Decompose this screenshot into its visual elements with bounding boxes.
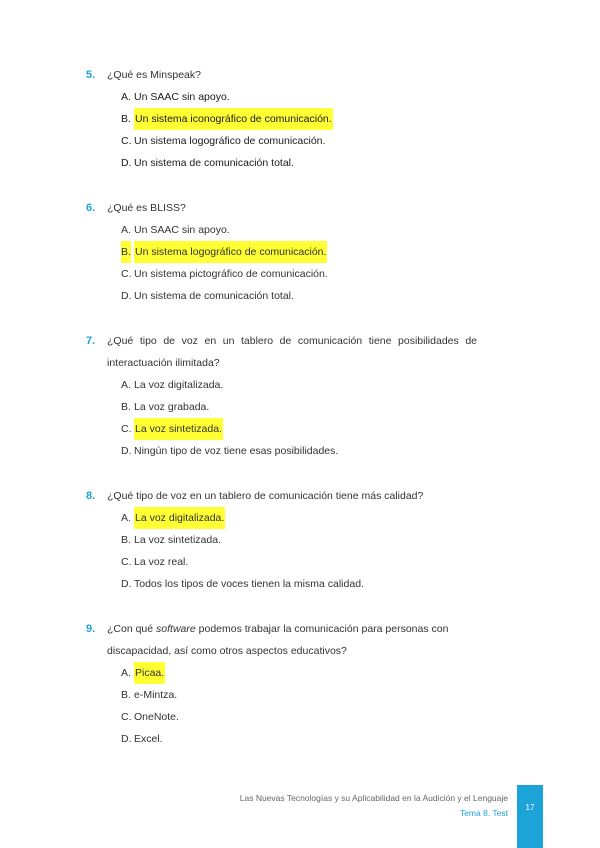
question-text-italic: software bbox=[156, 623, 196, 635]
option-text: Un sistema logográfico de comunicación. bbox=[134, 135, 326, 147]
option-text: Un sistema pictográfico de comunicación. bbox=[134, 268, 328, 280]
option-text: La voz digitalizada. bbox=[134, 379, 224, 391]
option-c bbox=[0, 418, 600, 440]
option-b bbox=[0, 108, 600, 130]
option-text: Un sistema de comunicación total. bbox=[134, 290, 294, 302]
question-number: 9. bbox=[86, 623, 96, 635]
question-number: 8. bbox=[86, 490, 96, 502]
option-letter: C. bbox=[121, 135, 132, 147]
option-c bbox=[0, 130, 600, 152]
page-number: 17 bbox=[525, 803, 535, 812]
option-text: La voz sintetizada. bbox=[134, 534, 221, 546]
question-header bbox=[0, 618, 600, 662]
option-letter: D. bbox=[121, 157, 132, 169]
option-letter: C. bbox=[121, 556, 132, 568]
question-text: ¿Qué tipo de voz en un tablero de comunicación tiene más calidad? bbox=[107, 490, 424, 502]
option-letter: B. bbox=[121, 113, 131, 125]
option-text: Un sistema de comunicación total. bbox=[134, 157, 294, 169]
option-text: Un SAAC sin apoyo. bbox=[134, 224, 230, 236]
option-letter: D. bbox=[121, 733, 132, 745]
option-d bbox=[0, 728, 600, 750]
question-text-part: podemos trabajar la comunicación para personas con discapacidad, así como otros aspectos educativos? bbox=[107, 623, 449, 657]
option-b bbox=[0, 684, 600, 706]
option-letter: A. bbox=[121, 667, 131, 679]
option-a bbox=[0, 507, 600, 529]
option-d bbox=[0, 440, 600, 462]
option-c bbox=[0, 551, 600, 573]
option-letter: C. bbox=[121, 711, 132, 723]
question-text: ¿Qué es BLISS? bbox=[107, 202, 186, 214]
question-8 bbox=[0, 485, 600, 595]
option-letter: A. bbox=[121, 224, 131, 236]
question-5 bbox=[0, 64, 600, 174]
question-number: 6. bbox=[86, 202, 96, 214]
question-text: ¿Qué es Minspeak? bbox=[107, 69, 201, 81]
option-c bbox=[0, 263, 600, 285]
option-text: Un SAAC sin apoyo. bbox=[134, 91, 230, 103]
option-text-highlighted: La voz sintetizada. bbox=[134, 418, 223, 440]
question-number: 7. bbox=[86, 335, 96, 347]
option-text: Todos los tipos de voces tienen la misma calidad. bbox=[134, 578, 364, 590]
option-letter: D. bbox=[121, 578, 132, 590]
question-9 bbox=[0, 618, 600, 750]
question-text-part: ¿Con qué bbox=[107, 623, 157, 635]
option-letter: A. bbox=[121, 91, 131, 103]
option-letter: C. bbox=[121, 268, 132, 280]
option-a bbox=[0, 219, 600, 241]
option-d bbox=[0, 285, 600, 307]
option-text: Ningún tipo de voz tiene esas posibilidades. bbox=[134, 445, 339, 457]
option-text-highlighted: Un sistema logográfico de comunicación. bbox=[134, 241, 327, 263]
footer-topic: Tema 8. Test bbox=[459, 808, 508, 818]
option-a bbox=[0, 86, 600, 108]
option-text: La voz real. bbox=[134, 556, 189, 568]
question-text bbox=[107, 618, 472, 662]
option-letter: A. bbox=[121, 379, 131, 391]
option-b bbox=[0, 241, 600, 263]
option-a bbox=[0, 662, 600, 684]
question-header bbox=[0, 330, 600, 374]
option-letter: B. bbox=[121, 241, 131, 263]
option-a bbox=[0, 374, 600, 396]
option-text-highlighted: La voz digitalizada. bbox=[134, 507, 225, 529]
option-b bbox=[0, 529, 600, 551]
question-6 bbox=[0, 197, 600, 307]
footer-course-title: Las Nuevas Tecnologías y su Aplicabilidad en la Audición y el Lenguaje bbox=[239, 793, 508, 803]
option-d bbox=[0, 573, 600, 595]
option-c bbox=[0, 706, 600, 728]
option-letter: B. bbox=[121, 534, 131, 546]
option-letter: C. bbox=[121, 423, 132, 435]
option-letter: D. bbox=[121, 290, 132, 302]
option-text: e-Mintza. bbox=[134, 689, 178, 701]
question-header bbox=[0, 197, 600, 219]
question-7 bbox=[0, 330, 600, 462]
option-text: OneNote. bbox=[134, 711, 179, 723]
question-header bbox=[0, 64, 600, 86]
page-number-tab bbox=[517, 785, 543, 848]
option-letter: B. bbox=[121, 689, 131, 701]
question-number: 5. bbox=[86, 69, 96, 81]
option-text-highlighted: Picaa. bbox=[134, 662, 165, 684]
option-d bbox=[0, 152, 600, 174]
question-header bbox=[0, 485, 600, 507]
option-letter: A. bbox=[121, 512, 131, 524]
option-text-highlighted: Un sistema iconográfico de comunicación. bbox=[134, 108, 333, 130]
option-letter: B. bbox=[121, 401, 131, 413]
option-letter: D. bbox=[121, 445, 132, 457]
question-text: ¿Qué tipo de voz en un tablero de comunicación tiene posibilidades de interactuación ilimitada? bbox=[107, 335, 477, 369]
option-text: La voz grabada. bbox=[134, 401, 210, 413]
option-text: Excel. bbox=[134, 733, 163, 745]
option-b bbox=[0, 396, 600, 418]
